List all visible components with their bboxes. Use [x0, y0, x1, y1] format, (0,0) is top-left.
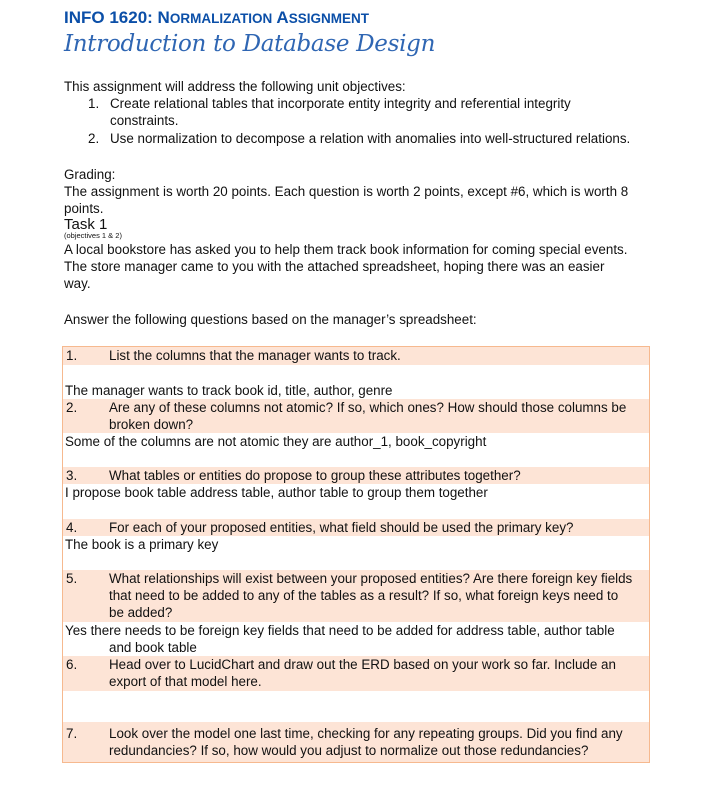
answer-5[interactable]: Yes there needs to be foreign key fields that need to be added for address table, author table — [65, 623, 615, 638]
task-title: Task 1 — [64, 216, 108, 233]
objectives-lead: This assignment will address the following unit objectives: — [64, 79, 406, 94]
task-description: A local bookstore has asked you to help them track book information for coming special events. — [64, 242, 628, 257]
question-row-4: 4. For each of your proposed entities, what field should be used the primary key? — [63, 519, 649, 536]
answer-4[interactable]: The book is a primary key — [65, 537, 219, 552]
task-description-3: way. — [64, 276, 91, 291]
answer-5-cont[interactable]: and book table — [109, 640, 197, 655]
question-row-3: 3. What tables or entities do propose to group these attributes together? — [63, 467, 649, 484]
grading-label: Grading: — [64, 167, 116, 182]
answer-1[interactable]: The manager wants to track book id, title, author, genre — [65, 383, 393, 398]
grading-text: The assignment is worth 20 points. Each question is worth 2 points, except #6, which is worth 8 — [64, 184, 629, 199]
questions-prompt: Answer the following questions based on the manager’s spreadsheet: — [64, 312, 477, 327]
answer-6-empty[interactable] — [65, 691, 645, 721]
question-row-2: 2. Are any of these columns not atomic? If so, which ones? How should those columns be broken down? — [63, 399, 649, 433]
answer-3[interactable]: I propose book table address table, author table to group them together — [65, 485, 488, 500]
question-row-5: 5. What relationships will exist between your proposed entities? Are there foreign key fields that need to be added to any of the tables as a result? If so, what foreign keys need to be added? — [63, 570, 649, 622]
questions-table — [62, 346, 650, 763]
question-row-1: 1. List the columns that the manager wants to track. — [63, 347, 649, 365]
answer-2[interactable]: Some of the columns are not atomic they are author_1, book_copyright — [65, 434, 487, 449]
document-subtitle: Introduction to Database Design — [64, 31, 436, 57]
question-row-6: 6. Head over to LucidChart and draw out the ERD based on your work so far. Include an export of that model here. — [63, 656, 649, 691]
grading-text-cont: points. — [64, 201, 104, 216]
question-row-7: 7. Look over the model one last time, checking for any repeating groups. Did you find any redundancies? If so, how would you adjust to normalize out those redundancies? — [63, 722, 649, 762]
task-objectives-note: (objectives 1 & 2) — [64, 231, 122, 240]
document-title: INFO 1620: NORMALIZATION ASSIGNMENT — [64, 8, 369, 27]
task-description-2: The store manager came to you with the attached spreadsheet, hoping there was an easier — [64, 259, 605, 274]
